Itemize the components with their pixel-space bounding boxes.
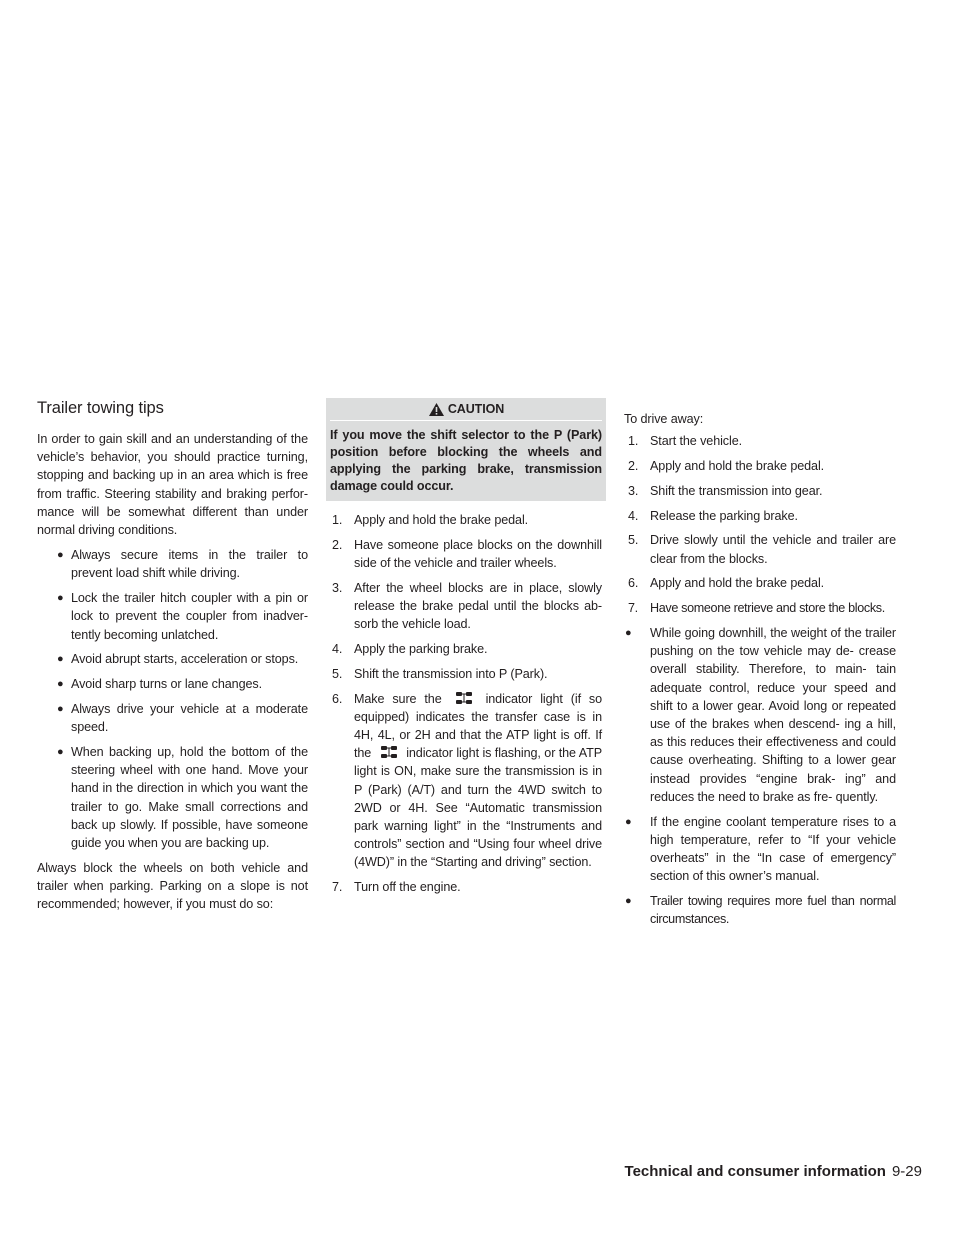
list-item: ● Trailer towing requires more fuel than normal circumstances. [625, 894, 896, 927]
bullet-icon: ● [57, 678, 64, 691]
bullet-icon: ● [625, 895, 632, 908]
list-item: 7. Have someone retrieve and store the blocks. [628, 601, 885, 616]
list-item: 6. Make sure the indicator light (if so equipped) indicates the transfer case is in 4H, 4L, or 2H and that the ATP light is off. If the indicator light is flashing, or the ATP light is ON, make sure the transmission is in P (Park) (A/T) and turn the 4WD switch to 2WD or 4H. See “Automatic transmission park warning light” in the “Instruments and controls” section and “Using four wheel drive (4WD)” in the “Starting and driving” section. [332, 691, 603, 870]
downhill-tips-list [624, 624, 896, 928]
column-middle [330, 401, 603, 903]
bullet-icon: ● [57, 746, 64, 759]
list-item: ● Avoid sharp turns or lane changes. [37, 675, 308, 693]
caution-text: If you move the shift selector to the P (Park) position before blocking the wheels and applying the parking brake, transmission damage could occur. [330, 428, 602, 493]
list-item: 3. After the wheel blocks are in place, slowly release the brake pedal until the blocks ab- sorb the vehicle load. [332, 580, 602, 632]
caution-box [326, 398, 606, 501]
column-left [37, 398, 308, 920]
list-item: 1. Apply and hold the brake pedal. [332, 513, 529, 527]
list-item: 2. Have someone place blocks on the downhill side of the vehicle and trailer wheels. [332, 537, 602, 570]
parking-intro-paragraph: Always block the wheels on both vehicle and trailer when parking. Parking on a slope is not recommended; however, if you must do so: [37, 860, 308, 912]
list-item: 6. Apply and hold the brake pedal. [628, 576, 825, 591]
section-heading: Trailer towing tips [37, 399, 164, 417]
4wd-indicator-icon [375, 745, 403, 759]
list-item: ● Lock the trailer hitch coupler with a pin or lock to prevent the coupler from inadver- tently becoming unlatched. [57, 591, 308, 642]
intro-paragraph: In order to gain skill and an understanding of the vehicle’s behavior, you should practice turning, stopping and backing up in an area which is free from traffic. Steering stability and braking perfor- mance will be somewhat different than under normal driving conditions. [37, 432, 308, 538]
bullet-icon: ● [57, 653, 64, 666]
list-item: 1. Start the vehicle. [628, 434, 743, 449]
4wd-indicator-icon [450, 691, 478, 705]
footer-section-title: Technical and consumer information [624, 1163, 886, 1180]
bullet-icon: ● [625, 626, 632, 639]
warning-triangle-icon [428, 402, 445, 417]
caution-header [330, 398, 602, 421]
caution-title: CAUTION [447, 401, 505, 416]
bullet-icon: ● [57, 549, 64, 562]
bullet-icon: ● [57, 592, 64, 605]
column-right [624, 410, 896, 935]
list-item: ● When backing up, hold the bottom of the steering wheel with one hand. Move your hand in the direction in which you want the trailer to go. Make small corrections and back up slowly. If possible, have someone guide you when you are backing up. [57, 745, 308, 851]
list-item: 4. Apply the parking brake. [332, 642, 488, 656]
list-item: 2. Apply and hold the brake pedal. [628, 459, 825, 473]
drive-away-intro: To drive away: [624, 412, 704, 426]
list-item: 4. Release the parking brake. [628, 508, 798, 523]
list-item: ● Avoid abrupt starts, acceleration or stops. [37, 650, 308, 668]
page-footer [625, 1163, 922, 1180]
bullet-icon: ● [625, 815, 632, 828]
towing-tips-list [37, 546, 308, 852]
list-item: 5. Shift the transmission into P (Park). [332, 666, 548, 681]
list-item: ● Always secure items in the trailer to prevent load shift while driving. [57, 548, 308, 581]
parking-steps-list [330, 511, 602, 896]
drive-away-steps-list [624, 432, 896, 617]
list-item: ● Always drive your vehicle at a moderate speed. [57, 702, 308, 735]
bullet-icon: ● [57, 703, 64, 716]
page-number: 9-29 [891, 1163, 922, 1180]
list-item: 3. Shift the transmission into gear. [628, 483, 823, 498]
list-item: 7. Turn off the engine. [332, 880, 461, 895]
list-item: 5. Drive slowly until the vehicle and trailer are clear from the blocks. [628, 533, 896, 566]
list-item: ● If the engine coolant temperature rises to a high temperature, refer to “If your vehicle overheats” in the “In case of emergency” section of this owner’s manual. [625, 814, 896, 884]
list-item: ● While going downhill, the weight of the trailer pushing on the tow vehicle may de- crease overall stability. Therefore, to main- tain adequate control, reduce your speed and shift to a lower gear. Avoid long or repeated use of the brakes when descend- ing a hill, as this reduces their effectiveness and could cause overheating. Shifting to a lower gear instead provides “engine brak- ing” and reduces the need to brake as fre- quently. [625, 625, 896, 804]
